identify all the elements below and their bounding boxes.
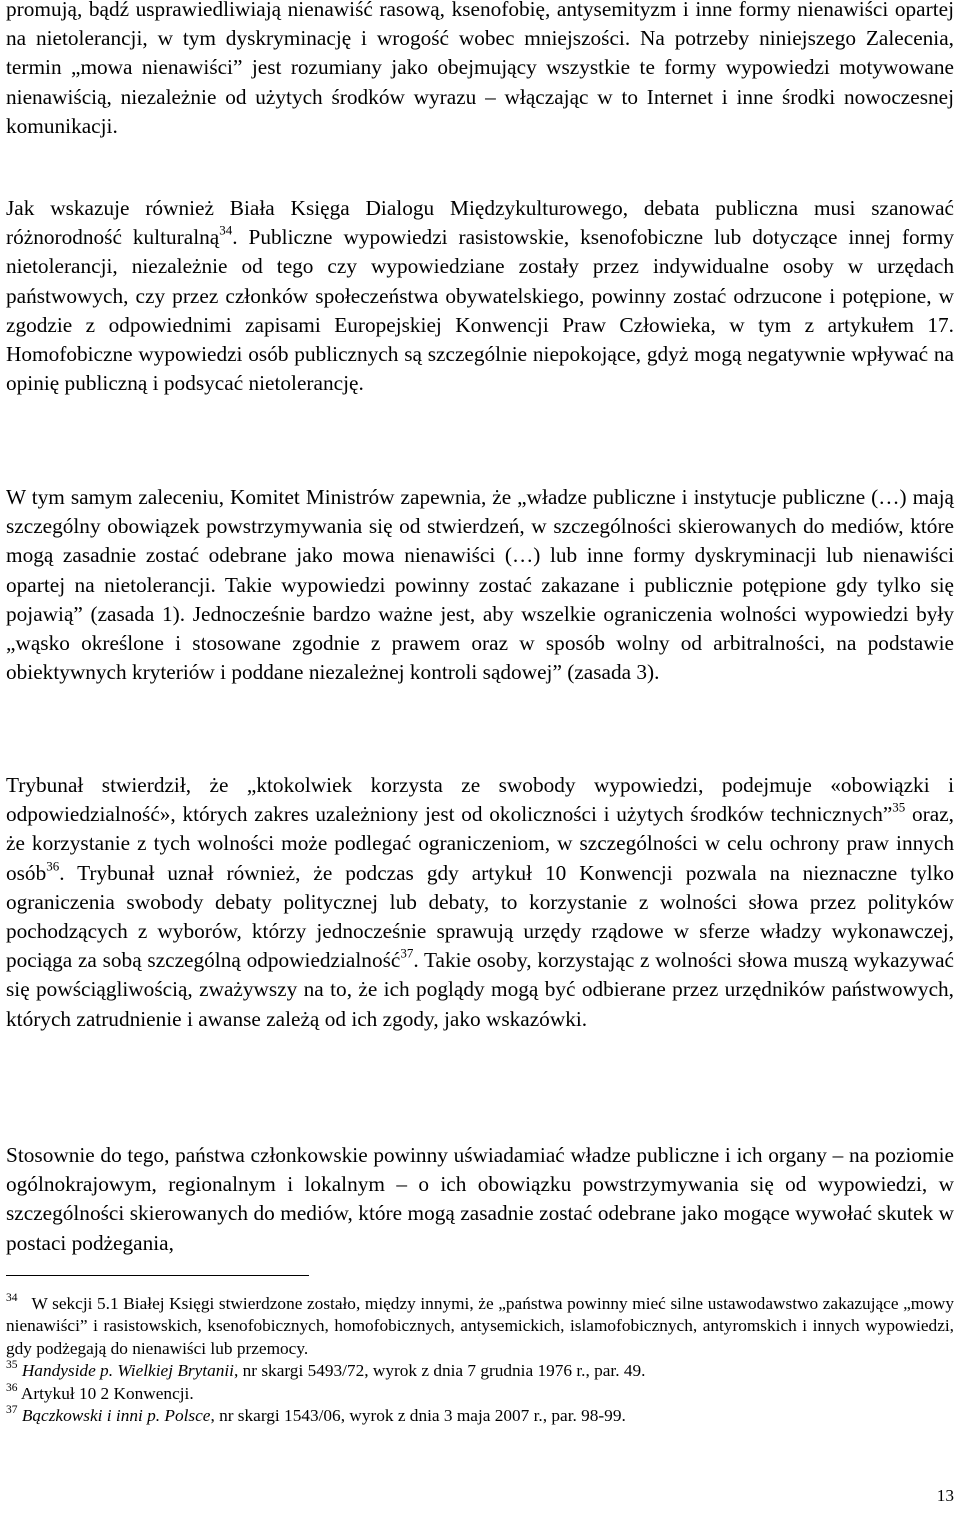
footnote-ref-36[interactable]: 36 [46,857,60,873]
paragraph-text: promują, bądź usprawiedliwiają nienawiść rasową, ksenofobię, antysemityzm i inne formy nienawiści opartej na nietolerancji, w tym dyskryminację i wrogość wobec mniejszości. Na potrzeby niniejszego Zalecenia, termin „mowa nienawiści” jest rozumiany jako obejmujący wszystkie te formy wypowiedzi motywowane nienawiścią, niezależnie od użytych środków wyrazu – włączając w to Internet i inne środki nowoczesnej komunikacji. [6,0,954,138]
footnote-37 [6,1405,954,1427]
footnote-34 [6,1293,954,1360]
footnote-number: 35 [6,1359,18,1372]
paragraph-2 [6,194,954,398]
footnote-ref-35[interactable]: 35 [892,799,906,815]
paragraph-5 [6,1141,954,1258]
paragraph-text: Trybunał stwierdził, że „ktokolwiek korzysta ze swobody wypowiedzi, podejmuje «obowiązki i odpowiedzialność», których zakres uzależniony jest od okoliczności i użytych środków technicznych” [6,773,954,827]
paragraph-text: . Takie osoby, korzystając z wolności słowa muszą wykazywać się powściągliwością, zważywszy na to, że ich poglądy mogą być odbierane przez urzędników państwowych, których zatrudnienie i awanse zależą od ich zgody, jako wskazówki. [6,948,955,1031]
paragraph-text: . Trybunał uznał również, że podczas gdy artykuł 10 Konwencji pozwala na nieznaczne tylko ograniczenia swobody debaty politycznej lub debaty, to korzystanie z wolności słowa przez polityków pochodzących z wyborów, którzy jednocześnie sprawują urzędy rządowe w sferze władzy wykonawczej, pociąga za sobą szczególną odpowiedzialność [6,860,954,973]
paragraph-1 [6,0,954,141]
footnote-case-name: Handyside p. Wielkiej Brytanii [21,1361,234,1381]
paragraph-3 [6,483,954,687]
paragraph-text: W tym samym zaleceniu, Komitet Ministrów zapewnia, że „władze publiczne i instytucje publiczne (…) mają szczególny obowiązek powstrzymywania się od stwierdzeń, w szczególności skierowanych do mediów, które mogą zasadnie zostać odebrane jako mowa nienawiści (…) lub inne formy dyskryminacji lub nienawiści opartej na nietolerancji. Takie wypowiedzi powinny zostać zakazane i publicznie potępione gdy tylko się pojawią” (zasada 1). Jednocześnie bardzo ważne jest, aby wszelkie ograniczenia wolności wypowiedzi były „wąsko określone i stosowane zgodnie z prawem oraz w sposób wolny od arbitralności, na podstawie obiektywnych kryteriów i poddane niezależnej kontroli sądowej” (zasada 3). [6,485,954,685]
footnote-number: 37 [6,1403,18,1416]
footnote-number: 36 [6,1381,18,1394]
footnote-text: Artykuł 10 2 Konwencji. [20,1383,194,1403]
footnote-text: , nr skargi 1543/06, wyrok z dnia 3 maja 2007 r., par. 98-99. [210,1406,626,1426]
paragraph-text: oraz, że korzystanie z tych wolności może podlegać ograniczeniom, w szczególności w celu ochrony praw innych osób [6,802,954,885]
paragraph-text: Jak wskazuje również Biała Księga Dialogu Międzykulturowego, debata publiczna musi szanować różnorodność kulturalną [6,196,954,250]
paragraph-text: . Publiczne wypowiedzi rasistowskie, ksenofobiczne lub dotyczące innej formy nietolerancji, niezależnie od tego czy wypowiedziane zostały przez indywidualne osoby w urzędach państwowych, czy przez członków społeczeństwa obywatelskiego, powinny zostać odrzucone i potępione, w zgodzie z odpowiednimi zapisami Europejskiej Konwencji Praw Człowieka, w tym z artykułem 17. Homofobiczne wypowiedzi osób publicznych są szczególnie niepokojące, gdyż mogą negatywnie wpływać na opinię publiczną i podsycać nietolerancję. [6,225,954,396]
paragraph-text: Stosownie do tego, państwa członkowskie powinny uświadamiać władze publiczne i ich organy – na poziomie ogólnokrajowym, regionalnym i lokalnym – o ich obowiązku powstrzymywania się od wypowiedzi, w szczególności skierowanych do mediów, które mogą zasadnie zostać odebrane jako mogące wywołać skutek w postaci podżegania, [6,1143,954,1255]
footnote-ref-37[interactable]: 37 [400,945,414,961]
paragraph-4 [6,771,954,1034]
footnote-number: 34 [6,1291,18,1304]
footnote-separator [6,1275,309,1276]
page-number: 13 [936,1486,954,1505]
footnote-text: , nr skargi 5493/72, wyrok z dnia 7 grudnia 1976 r., par. 49. [233,1361,646,1381]
footnote-ref-34[interactable]: 34 [219,222,233,238]
footnote-text: W sekcji 5.1 Białej Księgi stwierdzone zostało, między innymi, że „państwa powinny mieć silne ustawodawstwo zakazujące „mowy nienawiści” i rasistowskich, ksenofobicznych, homofobicznych, antysemickich, islamofobicznych, antyromskich i innych wypowiedzi, gdy podżegają do nienawiści lub przemocy. [6,1294,954,1358]
document-page [6,0,954,1513]
footnotes [6,1293,954,1427]
footnote-36 [6,1383,954,1405]
footnote-35 [6,1360,954,1382]
footnote-case-name: Bączkowski i inni p. Polsce [21,1406,211,1426]
